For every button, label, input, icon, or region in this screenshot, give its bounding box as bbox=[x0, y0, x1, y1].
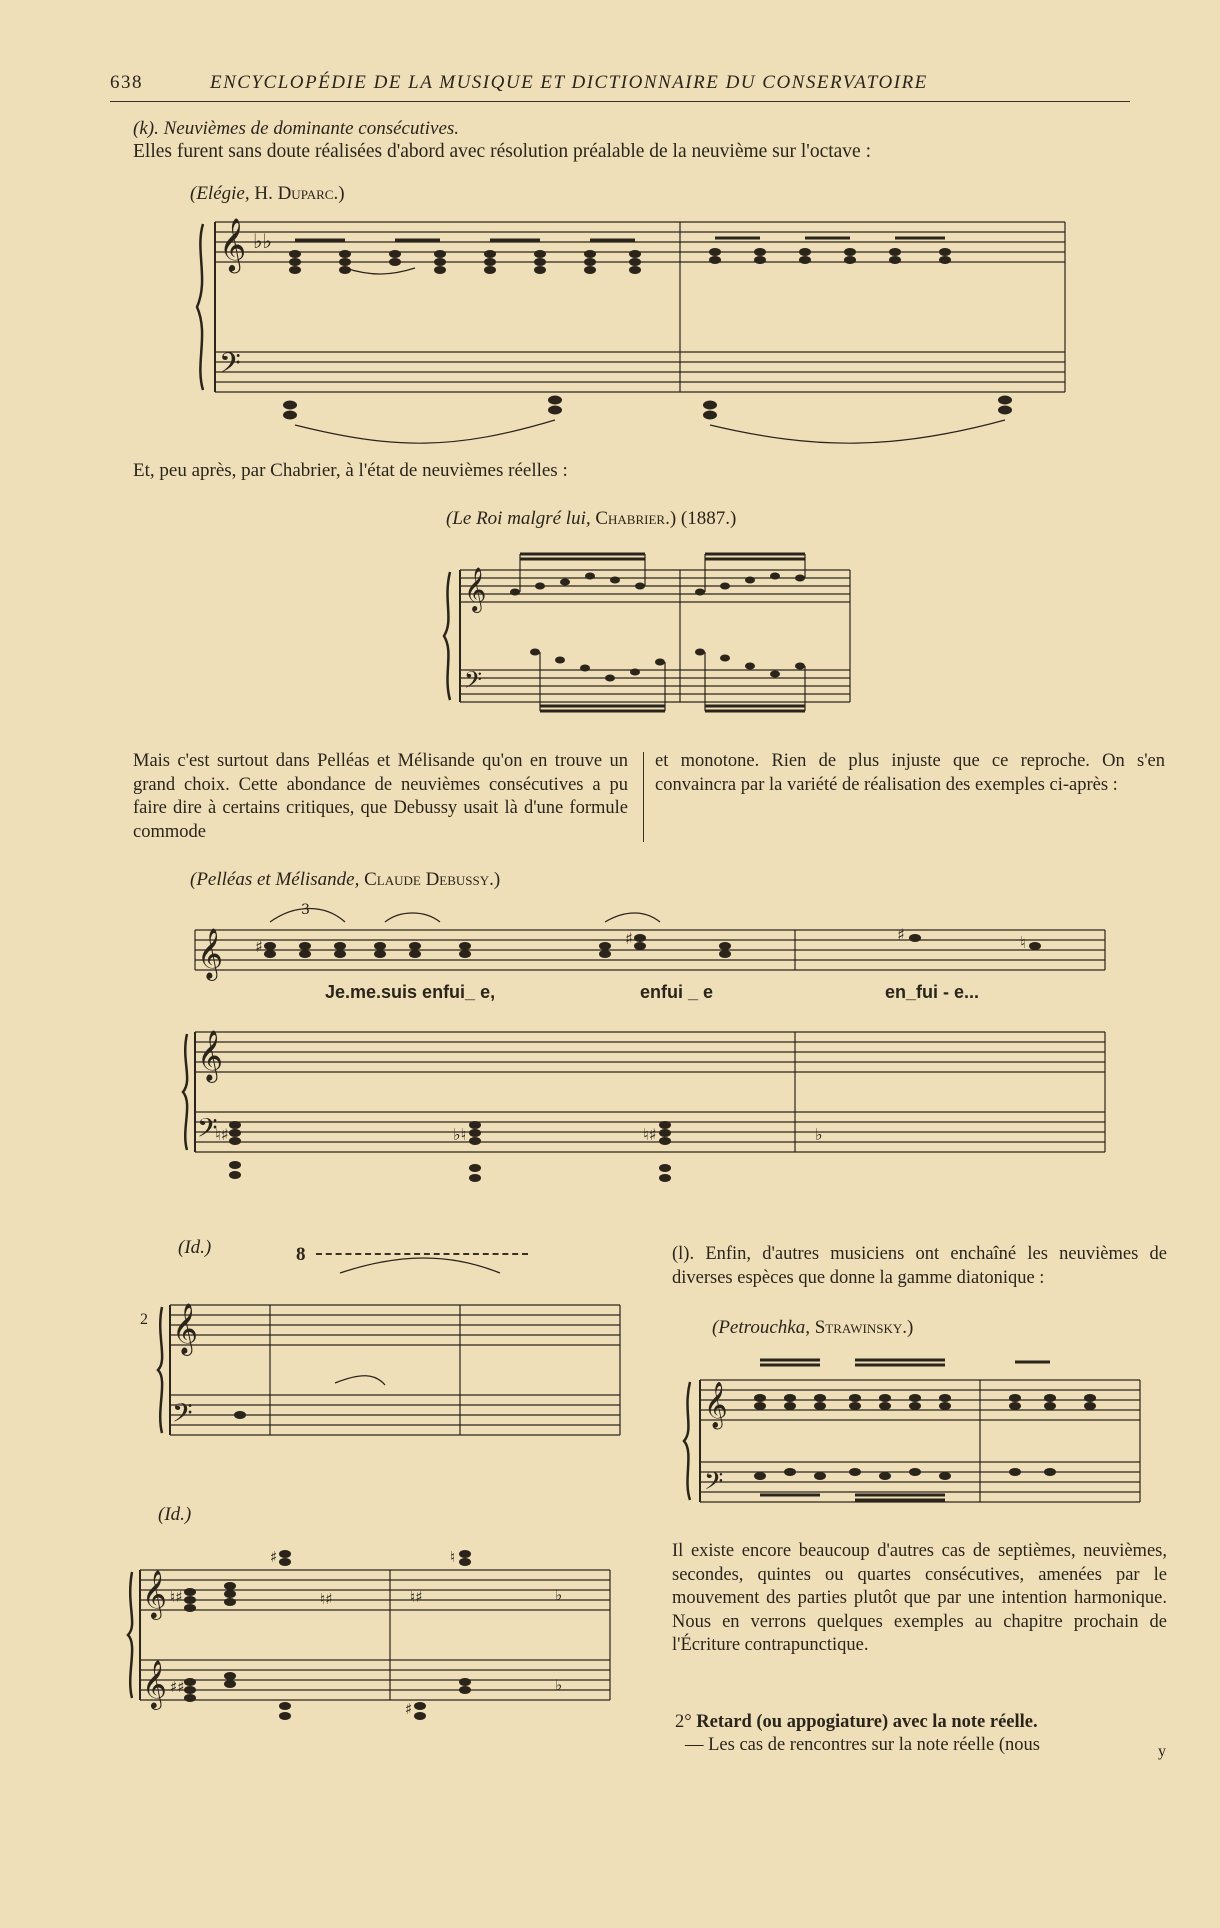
svg-text:♯: ♯ bbox=[270, 1548, 278, 1566]
svg-text:♯♯: ♯♯ bbox=[170, 1678, 185, 1696]
svg-text:♮♯: ♮♯ bbox=[410, 1588, 423, 1606]
ex2-caption bbox=[446, 507, 736, 530]
svg-text:𝄞: 𝄞 bbox=[704, 1382, 728, 1428]
section-k-intro: Elles furent sans doute réalisées d'abord avec résolution préalable de la neuvième sur l'octave : bbox=[133, 141, 871, 162]
ex3-caption bbox=[190, 868, 500, 891]
svg-text:♭: ♭ bbox=[555, 1676, 563, 1694]
svg-text:♯: ♯ bbox=[897, 925, 905, 944]
svg-text:𝄞: 𝄞 bbox=[219, 217, 247, 271]
ex6-caption-composer: Strawinsky.) bbox=[814, 1317, 914, 1338]
ex3-score bbox=[185, 900, 1115, 1220]
triplet-mark: 3 bbox=[301, 902, 310, 918]
system-number: 2 bbox=[140, 1311, 148, 1328]
ex2-score bbox=[440, 540, 860, 720]
svg-text:𝄢: 𝄢 bbox=[464, 666, 483, 699]
ex1-caption bbox=[190, 182, 345, 205]
ex3-lyric-2: enfui _ e bbox=[640, 982, 714, 1002]
section-l-text: (l). Enfin, d'autres musiciens ont enchaîné les neuvièmes de diverses espèces que donne la gamme diatonique : bbox=[672, 1244, 1167, 1288]
svg-text:𝄞: 𝄞 bbox=[464, 567, 487, 611]
column-divider bbox=[643, 752, 644, 842]
corner-mark: y bbox=[1158, 1743, 1166, 1760]
sub-text: — Les cas de rencontres sur la note réelle (nous bbox=[685, 1735, 1040, 1755]
svg-text:♭♮: ♭♮ bbox=[453, 1125, 467, 1144]
running-title: ENCYCLOPÉDIE DE LA MUSIQUE ET DICTIONNAIRE DU CONSERVATOIRE bbox=[210, 72, 928, 93]
ex3-caption-composer: Claude Debussy.) bbox=[364, 869, 501, 890]
svg-text:𝄢: 𝄢 bbox=[219, 347, 241, 387]
ex6-caption bbox=[712, 1316, 913, 1339]
svg-text:𝄞: 𝄞 bbox=[172, 1303, 199, 1354]
ex3-lyric-3: en_fui - e... bbox=[885, 982, 980, 1002]
sub-number: 2° bbox=[675, 1712, 692, 1732]
ex4-label: (Id.) bbox=[178, 1237, 212, 1258]
after-ex1-text bbox=[133, 459, 568, 482]
ex1-score bbox=[195, 210, 1075, 440]
header-rule bbox=[110, 101, 1130, 102]
ex6-score bbox=[680, 1350, 1160, 1525]
ex3-lyric-1: Je.me.suis enfui_ e, bbox=[325, 982, 496, 1002]
svg-text:𝄢: 𝄢 bbox=[197, 1112, 218, 1150]
svg-text:𝄞: 𝄞 bbox=[142, 1569, 167, 1618]
svg-text:𝄞: 𝄞 bbox=[142, 1659, 167, 1708]
pelleas-text-right: et monotone. Rien de plus injuste que ce reproche. On s'en convaincra par la variété de réalisation des exemples ci-après : bbox=[655, 751, 1165, 795]
svg-text:♮: ♮ bbox=[450, 1548, 456, 1566]
ex2-caption-title: (Le Roi malgré lui, bbox=[446, 508, 591, 529]
svg-text:♮: ♮ bbox=[1020, 933, 1026, 952]
sub-heading: Retard (ou appogiature) avec la note réelle. bbox=[696, 1712, 1038, 1732]
svg-text:♮♯: ♮♯ bbox=[170, 1588, 183, 1606]
svg-text:♮♯: ♮♯ bbox=[320, 1590, 333, 1608]
ex1-caption-title: (Elégie, bbox=[190, 183, 250, 204]
svg-text:𝄢: 𝄢 bbox=[172, 1397, 193, 1435]
svg-text:𝄢: 𝄢 bbox=[704, 1467, 724, 1502]
consecutive-cases-paragraph: Il existe encore beaucoup d'autres cas de septièmes, neuvièmes, secondes, quintes ou quartes consécutives, amenées par le mouvement des parties plutôt que par une intention harmonique. Nous en verrons quelques exemples au chapitre prochain de l'Écriture contrapunctique. bbox=[672, 1541, 1167, 1655]
svg-text:♯: ♯ bbox=[255, 937, 263, 956]
ex4-score bbox=[160, 1265, 630, 1480]
page-number: 638 bbox=[110, 72, 143, 93]
svg-text:𝄞: 𝄞 bbox=[197, 1030, 224, 1081]
svg-text:♭: ♭ bbox=[555, 1586, 563, 1604]
after-ex1-sentence: Et, peu après, par Chabrier, à l'état de neuvièmes réelles : bbox=[133, 460, 568, 481]
svg-text:♮♯: ♮♯ bbox=[643, 1125, 657, 1144]
ex5-score bbox=[130, 1510, 620, 1770]
svg-text:♭: ♭ bbox=[815, 1125, 823, 1144]
svg-text:♮♯: ♮♯ bbox=[215, 1125, 229, 1144]
svg-text:♯: ♯ bbox=[625, 929, 633, 948]
ex2-caption-composer: Chabrier.) (1887.) bbox=[595, 508, 737, 529]
section-k-heading: (k). Neuvièmes de dominante consécutives. bbox=[133, 118, 460, 139]
ex6-caption-title: (Petrouchka, bbox=[712, 1317, 810, 1338]
pelleas-text-left: Mais c'est surtout dans Pelléas et Mélisande qu'on en trouve un grand choix. Cette abondance de neuvièmes consécutives a pu faire dire à certains critiques, que Debussy usait là d'une formule commode bbox=[133, 751, 628, 842]
svg-text:♯: ♯ bbox=[405, 1700, 413, 1718]
sub-heading-line bbox=[675, 1711, 1170, 1735]
ottava-line bbox=[316, 1253, 528, 1255]
svg-text:♭♭: ♭♭ bbox=[253, 229, 272, 253]
ex3-caption-title: (Pelléas et Mélisande, bbox=[190, 869, 360, 890]
svg-text:𝄞: 𝄞 bbox=[197, 928, 224, 979]
ottava-mark: 8 bbox=[296, 1244, 306, 1265]
ex5-label: (Id.) bbox=[158, 1504, 192, 1525]
ex1-caption-composer: H. Duparc.) bbox=[254, 183, 345, 204]
